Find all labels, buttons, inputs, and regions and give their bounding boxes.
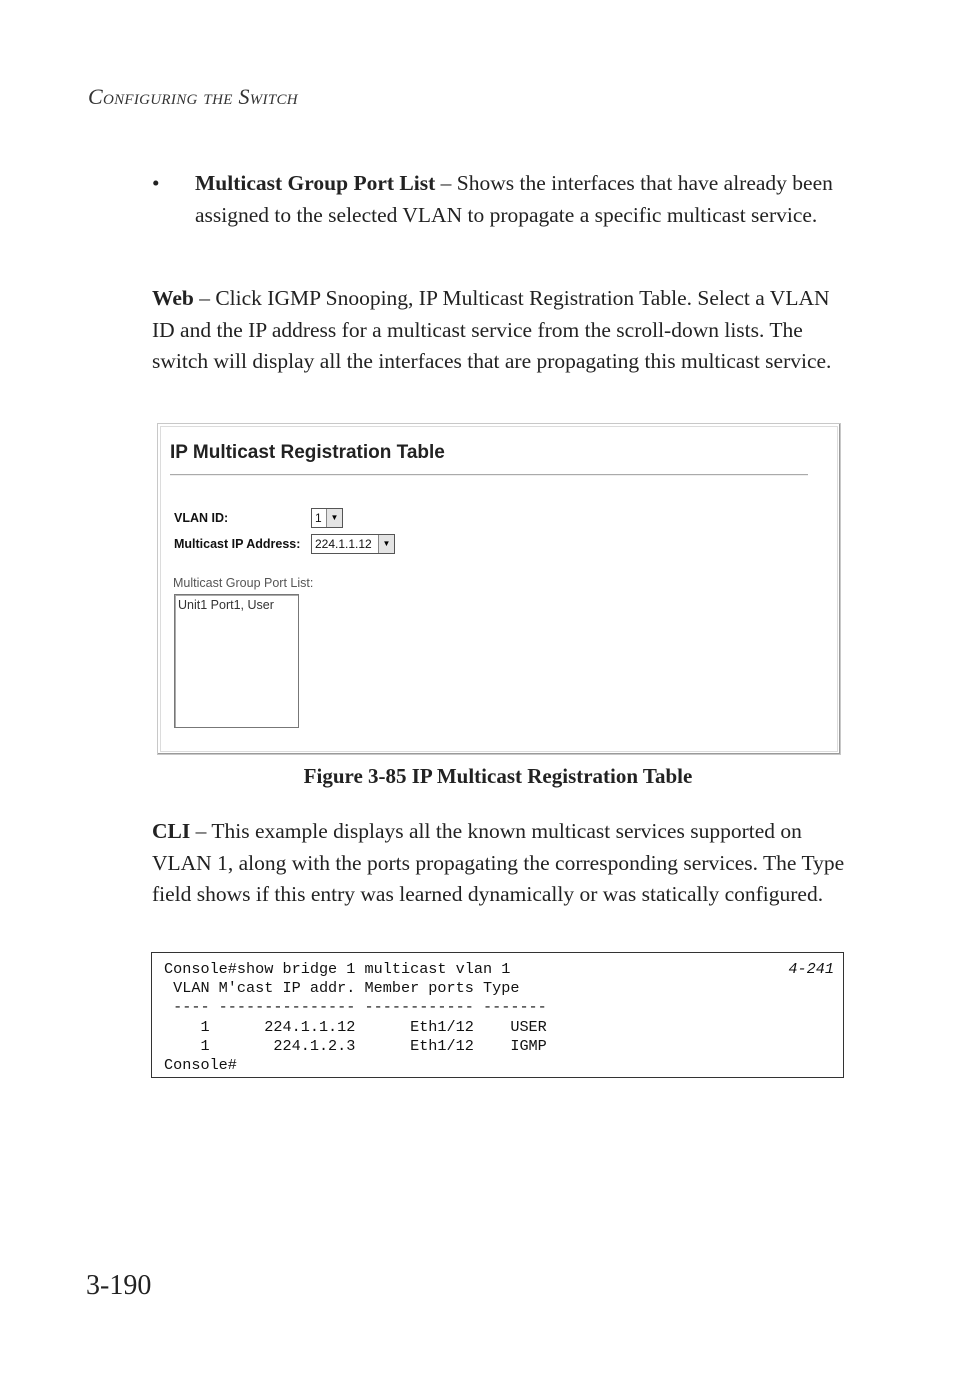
chevron-down-icon[interactable]: ▼ xyxy=(326,509,342,527)
screenshot-figure xyxy=(157,423,841,755)
bullet-dot: • xyxy=(152,171,160,195)
cli-paragraph xyxy=(152,816,852,911)
figure-caption: Figure 3-85 IP Multicast Registration Table xyxy=(303,764,693,788)
port-list-item[interactable]: Unit1 Port1, User xyxy=(178,598,274,612)
code-line: 1 224.1.1.12 Eth1/12 USER xyxy=(164,1017,547,1036)
port-list-label: Multicast Group Port List: xyxy=(173,576,314,590)
code-line: Console# xyxy=(164,1056,237,1075)
command-reference: 4-241 xyxy=(788,960,834,978)
multicast-ip-select[interactable] xyxy=(311,534,395,554)
code-block xyxy=(151,952,844,1078)
chevron-down-icon[interactable]: ▼ xyxy=(378,535,394,553)
bullet-item xyxy=(152,168,852,231)
bullet-description: – Shows the interfaces that have already been assigned to the selected VLAN to propagate a specific multicast service. xyxy=(195,171,833,227)
multicast-ip-label: Multicast IP Address: xyxy=(174,537,301,551)
vlan-id-value: 1 xyxy=(315,511,322,525)
code-line: ---- --------------- ------------ ------- xyxy=(164,998,547,1017)
multicast-ip-value: 224.1.1.12 xyxy=(315,537,372,551)
page-number: 3-190 xyxy=(86,1270,152,1301)
screenshot-title: IP Multicast Registration Table xyxy=(170,442,445,463)
code-line: VLAN M'cast IP addr. Member ports Type xyxy=(164,979,520,998)
code-line: Console#show bridge 1 multicast vlan 1 xyxy=(164,960,511,978)
port-listbox[interactable] xyxy=(174,594,299,728)
running-header: Configuring the Switch xyxy=(88,84,298,109)
bullet-term: Multicast Group Port List xyxy=(195,171,436,195)
web-description: – Click IGMP Snooping, IP Multicast Registration Table. Select a VLAN ID and the IP address for a multicast service from the scroll-down lists. The switch will display all the interfaces that are propagating this multicast service. xyxy=(152,286,832,373)
title-divider xyxy=(170,474,808,476)
bullet-text xyxy=(195,168,852,231)
cli-description: – This example displays all the known multicast services supported on VLAN 1, along with the ports propagating the corresponding services. The Type field shows if this entry was learned dynamically or was statically configured. xyxy=(152,819,845,906)
web-paragraph xyxy=(152,283,852,378)
vlan-id-select[interactable] xyxy=(311,508,343,528)
cli-term: CLI xyxy=(152,819,191,843)
web-term: Web xyxy=(152,286,194,310)
vlan-id-label: VLAN ID: xyxy=(174,511,229,525)
code-line: 1 224.1.2.3 Eth1/12 IGMP xyxy=(164,1036,547,1055)
